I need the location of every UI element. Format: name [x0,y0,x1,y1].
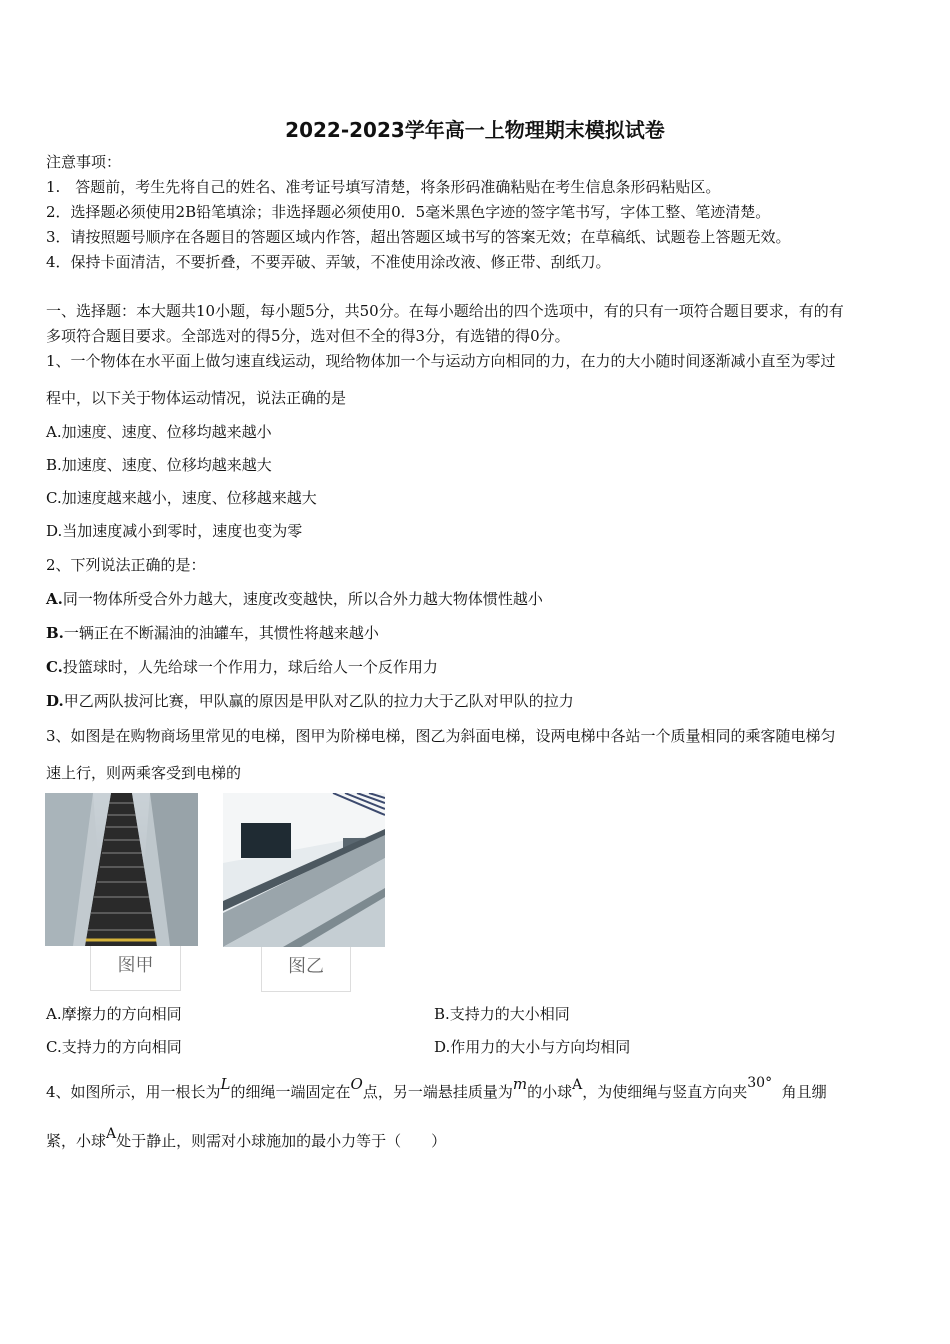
q1-stem-line1: 1、一个物体在水平面上做匀速直线运动，现给物体加一个与运动方向相同的力，在力的大小随时间逐渐减小直至为零过 [46,352,836,370]
q1-option-a: A.加速度、速度、位移均越来越小 [46,423,272,441]
q4-text-5: ，为使细绳与竖直方向夹 [582,1083,748,1101]
q2-option-a-text: 同一物体所受合外力越大，速度改变越快，所以合外力越大物体惯性越小 [62,590,543,608]
q3-stem-line2: 速上行，则两乘客受到电梯的 [46,764,242,782]
q3-option-d: D.作用力的大小与方向均相同 [434,1038,631,1056]
fig1-caption: 图甲 [90,946,181,991]
q2-option-d-text: 甲乙两队拔河比赛，甲队赢的原因是甲队对乙队的拉力大于乙队对甲队的拉力 [63,692,574,710]
notice-item-3: 3．请按照题号顺序在各题目的答题区域内作答，超出答题区域书写的答案无效；在草稿纸、试题卷上答题无效。 [46,228,791,246]
q2-option-b [46,623,379,643]
q2-option-b-label: B. [46,624,64,642]
q2-option-b-text: 一辆正在不断漏油的油罐车，其惯性将越来越小 [63,624,379,642]
q4-line2-text-1: 紧，小球 [46,1132,107,1150]
section-instructions-line2: 多项符合题目要求。全部选对的得5分，选对但不全的得3分，有选错的得0分。 [46,327,570,345]
section-instructions-line1: 一、选择题：本大题共10小题，每小题5分，共50分。在每小题给出的四个选项中，有的只有一项符合题目要求，有的有 [46,302,844,320]
q3-option-c: C.支持力的方向相同 [46,1038,182,1056]
q4-text-4: 的小球 [527,1083,573,1101]
q3-option-b: B.支持力的大小相同 [434,1005,570,1023]
q4-text-2: 的细绳一端固定在 [230,1083,351,1101]
q2-option-a [46,589,543,609]
q2-option-a-label: A. [46,590,63,608]
q2-option-c-text: 投篮球时，人先给球一个作用力，球后给人一个反作用力 [62,658,438,676]
q4-text-3: 点，另一端悬挂质量为 [362,1083,513,1101]
q2-option-d-label: D. [46,692,64,710]
q2-option-c [46,657,438,677]
q4-stem-line1 [46,1075,827,1103]
q1-option-d: D.当加速度减小到零时，速度也变为零 [46,522,303,540]
q3-stem-line1: 3、如图是在购物商场里常见的电梯，图甲为阶梯电梯，图乙为斜面电梯，设两电梯中各站一个质量相同的乘客随电梯匀 [46,727,836,745]
q1-stem-line2: 程中，以下关于物体运动情况，说法正确的是 [46,389,347,407]
q4-text-6: 角且绷 [781,1083,827,1101]
q4-text-1: 4、如图所示，用一根长为 [46,1083,221,1101]
q4-stem-line2 [46,1126,447,1152]
notice-item-4: 4．保持卡面清洁，不要折叠，不要弄破、弄皱，不准使用涂改液、修正带、刮纸刀。 [46,253,611,271]
q4-var-m: m [512,1075,528,1093]
fig2-caption: 图乙 [261,947,351,992]
q4-var-a: A [572,1077,583,1093]
q4-angle: 30° [747,1075,773,1091]
q4-var-o: O [350,1075,363,1093]
q4-line2-var-a: A [106,1126,117,1142]
escalator-photo-step [45,793,198,946]
q1-option-b: B.加速度、速度、位移均越来越大 [46,456,272,474]
q2-option-d [46,691,574,711]
q2-option-c-label: C. [46,658,63,676]
notice-item-2: 2．选择题必须使用2B铅笔填涂；非选择题必须使用0．5毫米黑色字迹的签字笔书写，字体工整、笔迹清楚。 [46,203,771,221]
q1-option-c: C.加速度越来越小，速度、位移越来越大 [46,489,317,507]
notice-heading: 注意事项： [46,153,122,171]
q2-stem: 2、下列说法正确的是： [46,556,206,574]
q4-line2-text-2: 处于静止，则需对小球施加的最小力等于（ ） [116,1132,447,1150]
page-title: 2022-2023学年高一上物理期末模拟试卷 [285,118,665,142]
q4-var-l: L [220,1075,231,1093]
escalator-photo-inclined [223,793,385,947]
notice-item-1: 1. 答题前，考生先将自己的姓名、准考证号填写清楚，将条形码准确粘贴在考生信息条形码粘贴区。 [46,178,721,196]
q3-option-a: A.摩擦力的方向相同 [46,1005,182,1023]
